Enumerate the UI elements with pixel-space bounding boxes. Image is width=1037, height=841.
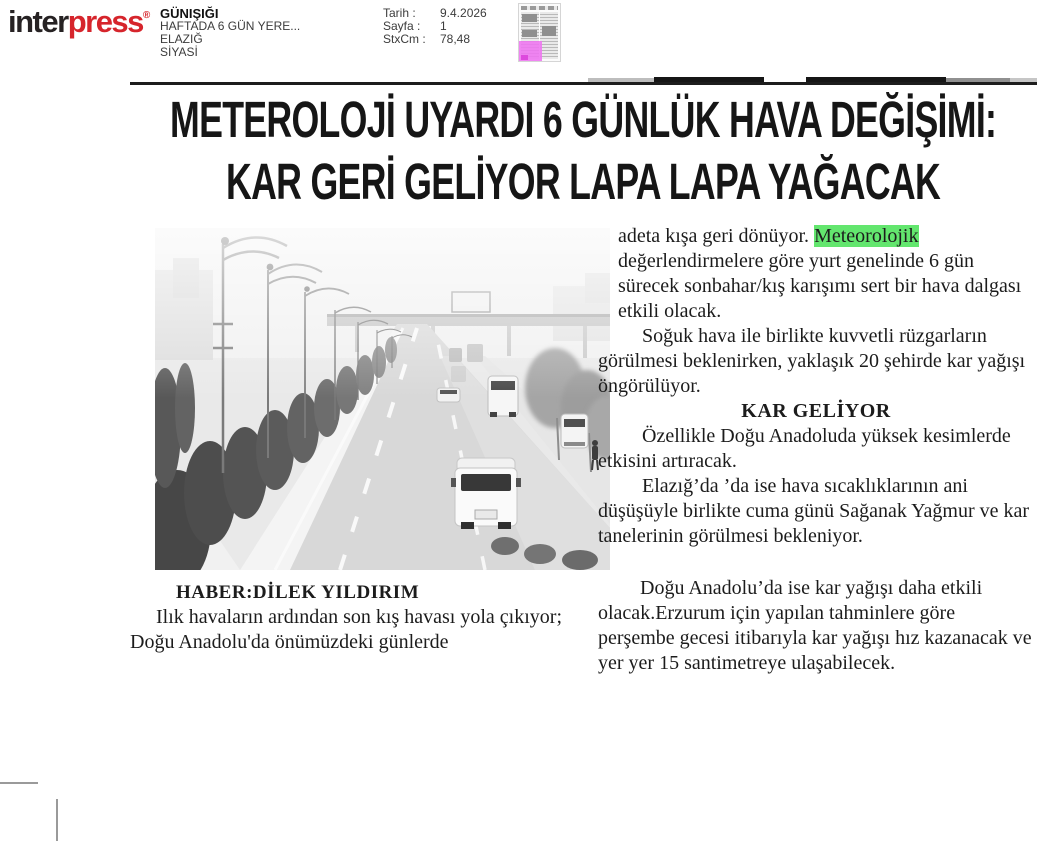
right-column bbox=[598, 224, 1034, 549]
publication-frequency: HAFTADA 6 GÜN YERE... bbox=[160, 19, 301, 33]
thumbnail-article-highlight bbox=[519, 41, 542, 61]
logo-inter: inter bbox=[8, 4, 68, 39]
publication-info bbox=[160, 7, 300, 59]
parked-car-right bbox=[561, 414, 588, 448]
article-photo-winter-road bbox=[155, 228, 610, 570]
paragraph-1 bbox=[598, 224, 1034, 324]
paragraph-3: Özellikle Doğu Anadoluda yüksek kesimlerde etkisini artıracak. bbox=[598, 425, 1011, 472]
page-thumbnail[interactable] bbox=[518, 3, 561, 62]
left-column bbox=[130, 580, 611, 655]
left-column-text: Ilık havaların ardından son kış havası yola çıkıyor; Doğu Anadolu'da önümüzdeki günlerde bbox=[130, 606, 563, 653]
fog-overlay bbox=[155, 228, 610, 398]
headline-line-1: METEROLOJİ UYARDI 6 GÜNLÜK HAVA DEĞİŞİMİ: bbox=[170, 91, 997, 148]
headline-line-2: KAR GERİ GELİYOR LAPA LAPA YAĞACAK bbox=[226, 153, 941, 210]
paragraph-1-after: değerlendirmelere göre yurt genelinde 6 gün sürecek sonbahar/kış karışımı sert bir hava dalgası etkili olacak. bbox=[618, 250, 1022, 322]
date-label: Tarih : bbox=[383, 6, 416, 20]
paragraph-4: Elazığ’da ’da ise hava sıcaklıklarının ani düşüşüyle birlikte cuma günü Sağanak Yağmur ve kar tanelerinin görülmesi bekleniyor. bbox=[598, 475, 1030, 547]
thumbnail-photo-block bbox=[522, 14, 537, 22]
stxcm-label: StxCm : bbox=[383, 32, 426, 46]
article-byline: HABER:DİLEK YILDIRIM bbox=[176, 582, 420, 603]
page-label: Sayfa : bbox=[383, 19, 421, 33]
registered-mark-icon: ® bbox=[142, 10, 151, 21]
page-value: 1 bbox=[440, 19, 447, 33]
highlighted-keyword: Meteorolojik bbox=[814, 225, 919, 247]
paragraph-2: Soğuk hava ile birlikte kuvvetli rüzgarların görülmesi beklenirken, yaklaşık 20 şehirde kar yağışı öngörülüyor. bbox=[598, 325, 1026, 397]
thumbnail-photo-block bbox=[542, 26, 556, 36]
white-van bbox=[451, 458, 521, 529]
thumbnail-highlight-dot bbox=[521, 55, 528, 60]
section-subhead: KAR GELİYOR bbox=[741, 400, 891, 422]
publication-city: ELAZIĞ bbox=[160, 32, 203, 46]
paragraph-5: Doğu Anadolu’da ise kar yağışı daha etkili olacak.Erzurum için yapılan tahminlere göre perşembe gecesi itibarıyla kar yağışı hız kazanacak ve yer yer 15 santimetreye ulaşabilecek. bbox=[598, 577, 1032, 674]
thumbnail-masthead bbox=[521, 6, 558, 10]
right-column-continued bbox=[598, 576, 1036, 676]
article-headline bbox=[130, 92, 1037, 209]
publication-category: SİYASİ bbox=[160, 45, 198, 59]
crop-mark-vertical bbox=[56, 799, 58, 841]
date-value: 9.4.2026 bbox=[440, 6, 487, 20]
clipping-divider bbox=[130, 82, 1037, 85]
crop-mark-horizontal bbox=[0, 782, 38, 784]
stxcm-value: 78,48 bbox=[440, 32, 471, 46]
interpress-logo bbox=[8, 4, 150, 40]
thumbnail-photo-block bbox=[522, 30, 537, 37]
paragraph-1-before: adeta kışa geri dönüyor. bbox=[618, 225, 815, 247]
publication-name: GÜNIŞIĞI bbox=[160, 6, 219, 21]
logo-press: press bbox=[67, 4, 143, 39]
clipping-meta bbox=[383, 7, 487, 46]
